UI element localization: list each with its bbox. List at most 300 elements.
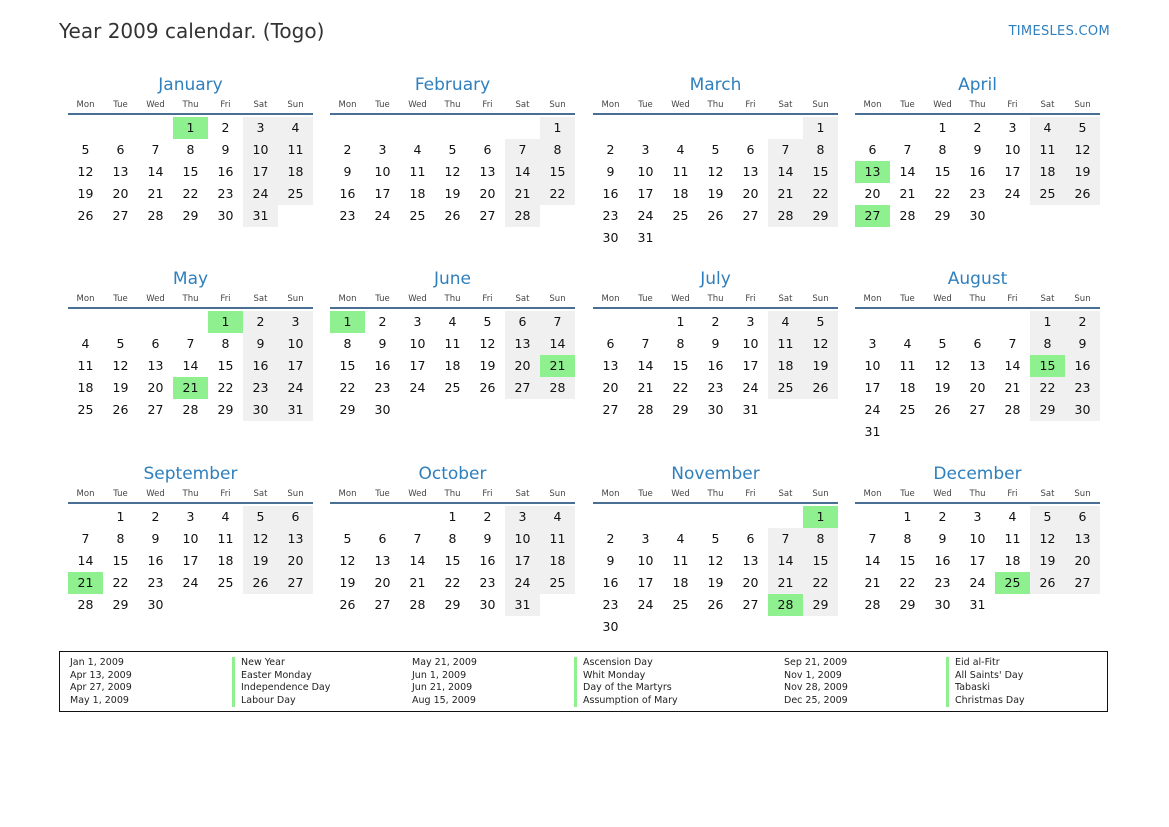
day-cell: 17: [409, 358, 426, 373]
day-cell: 11: [77, 358, 94, 373]
day-cell: 16: [969, 164, 986, 179]
day-cell: 3: [278, 311, 313, 333]
day-cell: 8: [1030, 333, 1065, 355]
month-may: [68, 268, 313, 421]
day-cell: 23: [934, 575, 951, 590]
day-cell: 13: [742, 164, 759, 179]
weekday-header: [855, 99, 1100, 115]
day-cell: 6: [151, 336, 160, 351]
month-march: [593, 74, 838, 249]
day-cell: 7: [868, 531, 877, 546]
day-cell: 3: [505, 506, 540, 528]
day-cell: 9: [243, 333, 278, 355]
holiday-day-cell: 1: [208, 311, 243, 333]
day-grid: [330, 506, 575, 616]
weekday-label: Wed: [933, 100, 952, 110]
day-cell: 10: [409, 336, 426, 351]
day-cell: 23: [602, 597, 619, 612]
day-cell: 4: [448, 314, 457, 329]
day-cell: 5: [483, 314, 492, 329]
day-cell: 29: [1030, 399, 1065, 421]
day-cell: 4: [413, 142, 422, 157]
day-cell: 14: [409, 553, 426, 568]
holiday-date: May 1, 2009: [70, 694, 129, 706]
day-cell: 26: [444, 208, 461, 223]
day-cell: 26: [1030, 572, 1065, 594]
day-cell: 15: [899, 553, 916, 568]
weekday-label: Wed: [671, 100, 690, 110]
day-cell: 14: [77, 553, 94, 568]
empty-cell: [103, 117, 138, 139]
day-cell: 30: [243, 399, 278, 421]
weekday-label: Mon: [601, 294, 620, 304]
day-cell: 13: [602, 358, 619, 373]
day-cell: 13: [969, 358, 986, 373]
day-cell: 22: [540, 183, 575, 205]
holiday-day-cell: 15: [1030, 355, 1065, 377]
day-cell: 25: [540, 572, 575, 594]
day-cell: 30: [969, 208, 986, 223]
day-cell: 2: [151, 509, 160, 524]
weekday-label: Thu: [444, 100, 461, 110]
holiday-day-cell: 25: [995, 572, 1030, 594]
empty-cell: [400, 117, 435, 139]
day-cell: 23: [147, 575, 164, 590]
weekday-label: Tue: [638, 489, 653, 499]
day-cell: 25: [672, 597, 689, 612]
day-cell: 23: [339, 208, 356, 223]
weekday-label: Tue: [375, 294, 390, 304]
day-cell: 29: [803, 205, 838, 227]
day-cell: 2: [378, 314, 387, 329]
day-cell: 20: [147, 380, 164, 395]
day-cell: 18: [1030, 161, 1065, 183]
day-cell: 26: [1065, 183, 1100, 205]
weekday-header: [593, 99, 838, 115]
day-cell: 18: [1004, 553, 1021, 568]
holiday-day-cell: 13: [855, 161, 890, 183]
weekday-label: Fri: [745, 100, 756, 110]
day-cell: 26: [243, 572, 278, 594]
page-title: Year 2009 calendar. (Togo): [59, 19, 325, 43]
month-august: [855, 268, 1100, 443]
weekday-header: [330, 488, 575, 504]
day-cell: 23: [602, 208, 619, 223]
day-cell: 30: [374, 402, 391, 417]
day-cell: 10: [637, 553, 654, 568]
day-cell: 17: [969, 553, 986, 568]
day-cell: 25: [1030, 183, 1065, 205]
day-cell: 29: [217, 402, 234, 417]
weekday-label: Fri: [745, 294, 756, 304]
holiday-day-cell: 1: [330, 311, 365, 333]
empty-cell: [68, 117, 103, 139]
day-cell: 14: [1004, 358, 1021, 373]
holiday-name: Tabaski: [946, 682, 990, 695]
month-june: [330, 268, 575, 421]
day-cell: 22: [339, 380, 356, 395]
weekday-label: Wed: [146, 100, 165, 110]
day-cell: 19: [707, 186, 724, 201]
empty-cell: [138, 117, 173, 139]
weekday-label: Thu: [969, 100, 986, 110]
day-cell: 19: [479, 358, 496, 373]
empty-cell: [173, 311, 208, 333]
day-cell: 19: [77, 186, 94, 201]
day-grid: [855, 311, 1100, 443]
holiday-date: Sep 21, 2009: [784, 657, 848, 668]
day-cell: 29: [444, 597, 461, 612]
weekday-header: [68, 488, 313, 504]
day-cell: 12: [1065, 139, 1100, 161]
day-cell: 10: [182, 531, 199, 546]
holiday-date: Jun 21, 2009: [412, 682, 473, 694]
month-name: October: [418, 464, 487, 484]
day-cell: 4: [676, 142, 685, 157]
day-cell: 21: [147, 186, 164, 201]
day-cell: 6: [746, 531, 755, 546]
day-cell: 6: [278, 506, 313, 528]
day-cell: 3: [868, 336, 877, 351]
day-grid: [68, 506, 313, 616]
month-name: September: [143, 464, 238, 484]
day-cell: 2: [1065, 311, 1100, 333]
day-cell: 20: [602, 380, 619, 395]
day-cell: 28: [864, 597, 881, 612]
weekday-label: Thu: [969, 294, 986, 304]
day-cell: 17: [374, 186, 391, 201]
day-cell: 24: [243, 183, 278, 205]
day-cell: 4: [1008, 509, 1017, 524]
month-january: [68, 74, 313, 227]
weekday-label: Tue: [375, 100, 390, 110]
day-cell: 12: [112, 358, 129, 373]
holiday-day-cell: 21: [68, 572, 103, 594]
day-cell: 25: [409, 208, 426, 223]
day-cell: 5: [1065, 117, 1100, 139]
weekday-label: Wed: [933, 294, 952, 304]
empty-cell: [995, 311, 1030, 333]
day-cell: 16: [479, 553, 496, 568]
day-cell: 28: [182, 402, 199, 417]
day-cell: 15: [444, 553, 461, 568]
day-cell: 3: [1008, 120, 1017, 135]
weekday-label: Sun: [1074, 489, 1091, 499]
holiday-name: Eid al-Fitr: [946, 657, 1000, 670]
day-cell: 10: [505, 528, 540, 550]
holiday-date: Dec 25, 2009: [784, 694, 848, 706]
empty-cell: [593, 311, 628, 333]
day-cell: 27: [278, 572, 313, 594]
weekday-header: [593, 293, 838, 309]
day-cell: 29: [803, 594, 838, 616]
month-name: February: [414, 75, 491, 95]
holiday-day-cell: 28: [768, 594, 803, 616]
empty-cell: [628, 117, 663, 139]
day-cell: 17: [637, 186, 654, 201]
day-cell: 25: [217, 575, 234, 590]
day-cell: 17: [182, 553, 199, 568]
weekday-label: Sat: [1040, 294, 1055, 304]
weekday-label: Thu: [707, 294, 724, 304]
day-cell: 18: [278, 161, 313, 183]
weekday-header: [330, 293, 575, 309]
day-cell: 5: [803, 311, 838, 333]
weekday-label: Wed: [671, 489, 690, 499]
day-cell: 29: [899, 597, 916, 612]
empty-cell: [855, 506, 890, 528]
day-cell: 6: [483, 142, 492, 157]
day-cell: 21: [899, 186, 916, 201]
day-cell: 27: [374, 597, 391, 612]
weekday-label: Sun: [549, 294, 566, 304]
holiday-name: Easter Monday: [232, 670, 312, 683]
day-cell: 19: [339, 575, 356, 590]
weekday-label: Sat: [778, 489, 793, 499]
empty-cell: [103, 311, 138, 333]
day-cell: 31: [742, 402, 759, 417]
weekday-label: Thu: [707, 489, 724, 499]
day-cell: 28: [77, 597, 94, 612]
day-cell: 1: [540, 117, 575, 139]
day-cell: 8: [803, 528, 838, 550]
weekday-label: Thu: [707, 100, 724, 110]
day-cell: 24: [742, 380, 759, 395]
day-cell: 27: [1065, 572, 1100, 594]
holiday-day-cell: 1: [173, 117, 208, 139]
weekday-label: Fri: [745, 489, 756, 499]
day-cell: 16: [1065, 355, 1100, 377]
weekday-label: Wed: [408, 294, 427, 304]
day-cell: 31: [243, 205, 278, 227]
weekday-label: Sun: [287, 489, 304, 499]
day-cell: 16: [934, 553, 951, 568]
day-cell: 30: [1065, 399, 1100, 421]
day-cell: 5: [711, 142, 720, 157]
empty-cell: [890, 311, 925, 333]
day-cell: 4: [278, 117, 313, 139]
weekday-label: Sat: [515, 489, 530, 499]
day-cell: 4: [768, 311, 803, 333]
month-november: [593, 463, 838, 638]
holiday-name: Christmas Day: [946, 695, 1025, 708]
month-september: [68, 463, 313, 616]
holiday-day-cell: 21: [173, 377, 208, 399]
holiday-legend: [59, 651, 1108, 712]
day-cell: 5: [938, 336, 947, 351]
day-cell: 15: [803, 161, 838, 183]
empty-cell: [400, 506, 435, 528]
holiday-date: Jan 1, 2009: [70, 657, 124, 668]
day-cell: 13: [147, 358, 164, 373]
weekday-label: Sat: [778, 100, 793, 110]
day-grid: [593, 311, 838, 421]
day-cell: 1: [903, 509, 912, 524]
weekday-label: Sun: [287, 100, 304, 110]
day-cell: 24: [278, 377, 313, 399]
day-cell: 28: [409, 597, 426, 612]
day-cell: 9: [606, 164, 615, 179]
day-cell: 7: [81, 531, 90, 546]
weekday-label: Sun: [549, 489, 566, 499]
weekday-header: [68, 293, 313, 309]
day-cell: 25: [899, 402, 916, 417]
month-december: [855, 463, 1100, 616]
day-cell: 26: [339, 597, 356, 612]
day-cell: 19: [112, 380, 129, 395]
weekday-label: Tue: [638, 100, 653, 110]
weekday-label: Sat: [253, 294, 268, 304]
day-grid: [330, 117, 575, 227]
day-cell: 12: [707, 164, 724, 179]
month-name: June: [433, 269, 472, 289]
day-cell: 29: [339, 402, 356, 417]
weekday-label: Mon: [76, 489, 95, 499]
day-cell: 28: [768, 205, 803, 227]
weekday-label: Sat: [515, 100, 530, 110]
month-april: [855, 74, 1100, 227]
day-cell: 11: [1004, 531, 1021, 546]
day-cell: 28: [540, 377, 575, 399]
day-cell: 24: [969, 575, 986, 590]
day-cell: 31: [637, 230, 654, 245]
day-cell: 24: [637, 597, 654, 612]
day-grid: [68, 117, 313, 227]
day-cell: 16: [602, 186, 619, 201]
day-cell: 18: [899, 380, 916, 395]
day-cell: 3: [243, 117, 278, 139]
day-cell: 23: [217, 186, 234, 201]
day-cell: 12: [77, 164, 94, 179]
day-cell: 7: [903, 142, 912, 157]
empty-cell: [68, 506, 103, 528]
day-cell: 8: [186, 142, 195, 157]
empty-cell: [68, 311, 103, 333]
day-cell: 21: [637, 380, 654, 395]
day-cell: 22: [672, 380, 689, 395]
day-cell: 15: [672, 358, 689, 373]
weekday-label: Thu: [444, 489, 461, 499]
holiday-date: May 21, 2009: [412, 657, 477, 668]
day-cell: 21: [505, 183, 540, 205]
day-cell: 31: [864, 424, 881, 439]
day-cell: 25: [444, 380, 461, 395]
empty-cell: [855, 311, 890, 333]
day-cell: 20: [278, 550, 313, 572]
day-cell: 20: [742, 186, 759, 201]
weekday-label: Sun: [812, 294, 829, 304]
weekday-label: Sun: [549, 100, 566, 110]
day-cell: 16: [147, 553, 164, 568]
weekday-label: Fri: [1007, 489, 1018, 499]
day-cell: 7: [413, 531, 422, 546]
day-cell: 22: [182, 186, 199, 201]
day-cell: 28: [505, 205, 540, 227]
day-cell: 7: [768, 139, 803, 161]
day-cell: 1: [938, 120, 947, 135]
day-cell: 10: [742, 336, 759, 351]
day-cell: 17: [505, 550, 540, 572]
holiday-day-cell: 21: [540, 355, 575, 377]
day-cell: 20: [374, 575, 391, 590]
weekday-label: Sat: [253, 100, 268, 110]
empty-cell: [365, 117, 400, 139]
day-cell: 5: [243, 506, 278, 528]
day-cell: 11: [672, 553, 689, 568]
day-cell: 1: [448, 509, 457, 524]
holiday-date: Apr 13, 2009: [70, 669, 132, 681]
day-cell: 8: [116, 531, 125, 546]
month-name: August: [947, 269, 1008, 289]
day-cell: 4: [1030, 117, 1065, 139]
day-cell: 11: [672, 164, 689, 179]
weekday-label: Thu: [182, 100, 199, 110]
day-cell: 5: [448, 142, 457, 157]
day-cell: 11: [1030, 139, 1065, 161]
day-cell: 3: [413, 314, 422, 329]
weekday-label: Sun: [812, 489, 829, 499]
day-cell: 18: [768, 355, 803, 377]
day-cell: 8: [343, 336, 352, 351]
weekday-label: Wed: [933, 489, 952, 499]
month-name: July: [700, 269, 731, 289]
day-cell: 9: [938, 531, 947, 546]
day-cell: 1: [116, 509, 125, 524]
day-cell: 22: [1030, 377, 1065, 399]
day-cell: 5: [116, 336, 125, 351]
holiday-name: Independence Day: [232, 682, 330, 695]
day-cell: 21: [768, 183, 803, 205]
day-cell: 7: [186, 336, 195, 351]
day-cell: 2: [606, 142, 615, 157]
day-cell: 7: [540, 311, 575, 333]
weekday-label: Mon: [338, 100, 357, 110]
empty-cell: [593, 506, 628, 528]
empty-cell: [733, 117, 768, 139]
day-grid: [855, 506, 1100, 616]
weekday-header: [68, 99, 313, 115]
day-cell: 3: [641, 142, 650, 157]
day-cell: 25: [77, 402, 94, 417]
month-name: December: [933, 464, 1022, 484]
holiday-name: All Saints' Day: [946, 670, 1023, 683]
day-cell: 6: [973, 336, 982, 351]
site-link[interactable]: TIMESLES.COM: [1008, 24, 1110, 39]
day-cell: 20: [864, 186, 881, 201]
empty-cell: [628, 506, 663, 528]
day-cell: 9: [606, 553, 615, 568]
day-cell: 27: [147, 402, 164, 417]
day-grid: [855, 117, 1100, 227]
day-cell: 19: [1030, 550, 1065, 572]
day-cell: 7: [641, 336, 650, 351]
day-cell: 8: [676, 336, 685, 351]
day-cell: 24: [409, 380, 426, 395]
holiday-name: Ascension Day: [574, 657, 653, 670]
day-cell: 8: [938, 142, 947, 157]
day-cell: 17: [243, 161, 278, 183]
day-cell: 30: [602, 230, 619, 245]
day-cell: 6: [868, 142, 877, 157]
weekday-label: Tue: [900, 100, 915, 110]
day-cell: 14: [768, 161, 803, 183]
day-cell: 11: [444, 336, 461, 351]
day-cell: 8: [221, 336, 230, 351]
day-cell: 18: [672, 186, 689, 201]
day-cell: 30: [934, 597, 951, 612]
day-cell: 6: [505, 311, 540, 333]
day-cell: 24: [374, 208, 391, 223]
